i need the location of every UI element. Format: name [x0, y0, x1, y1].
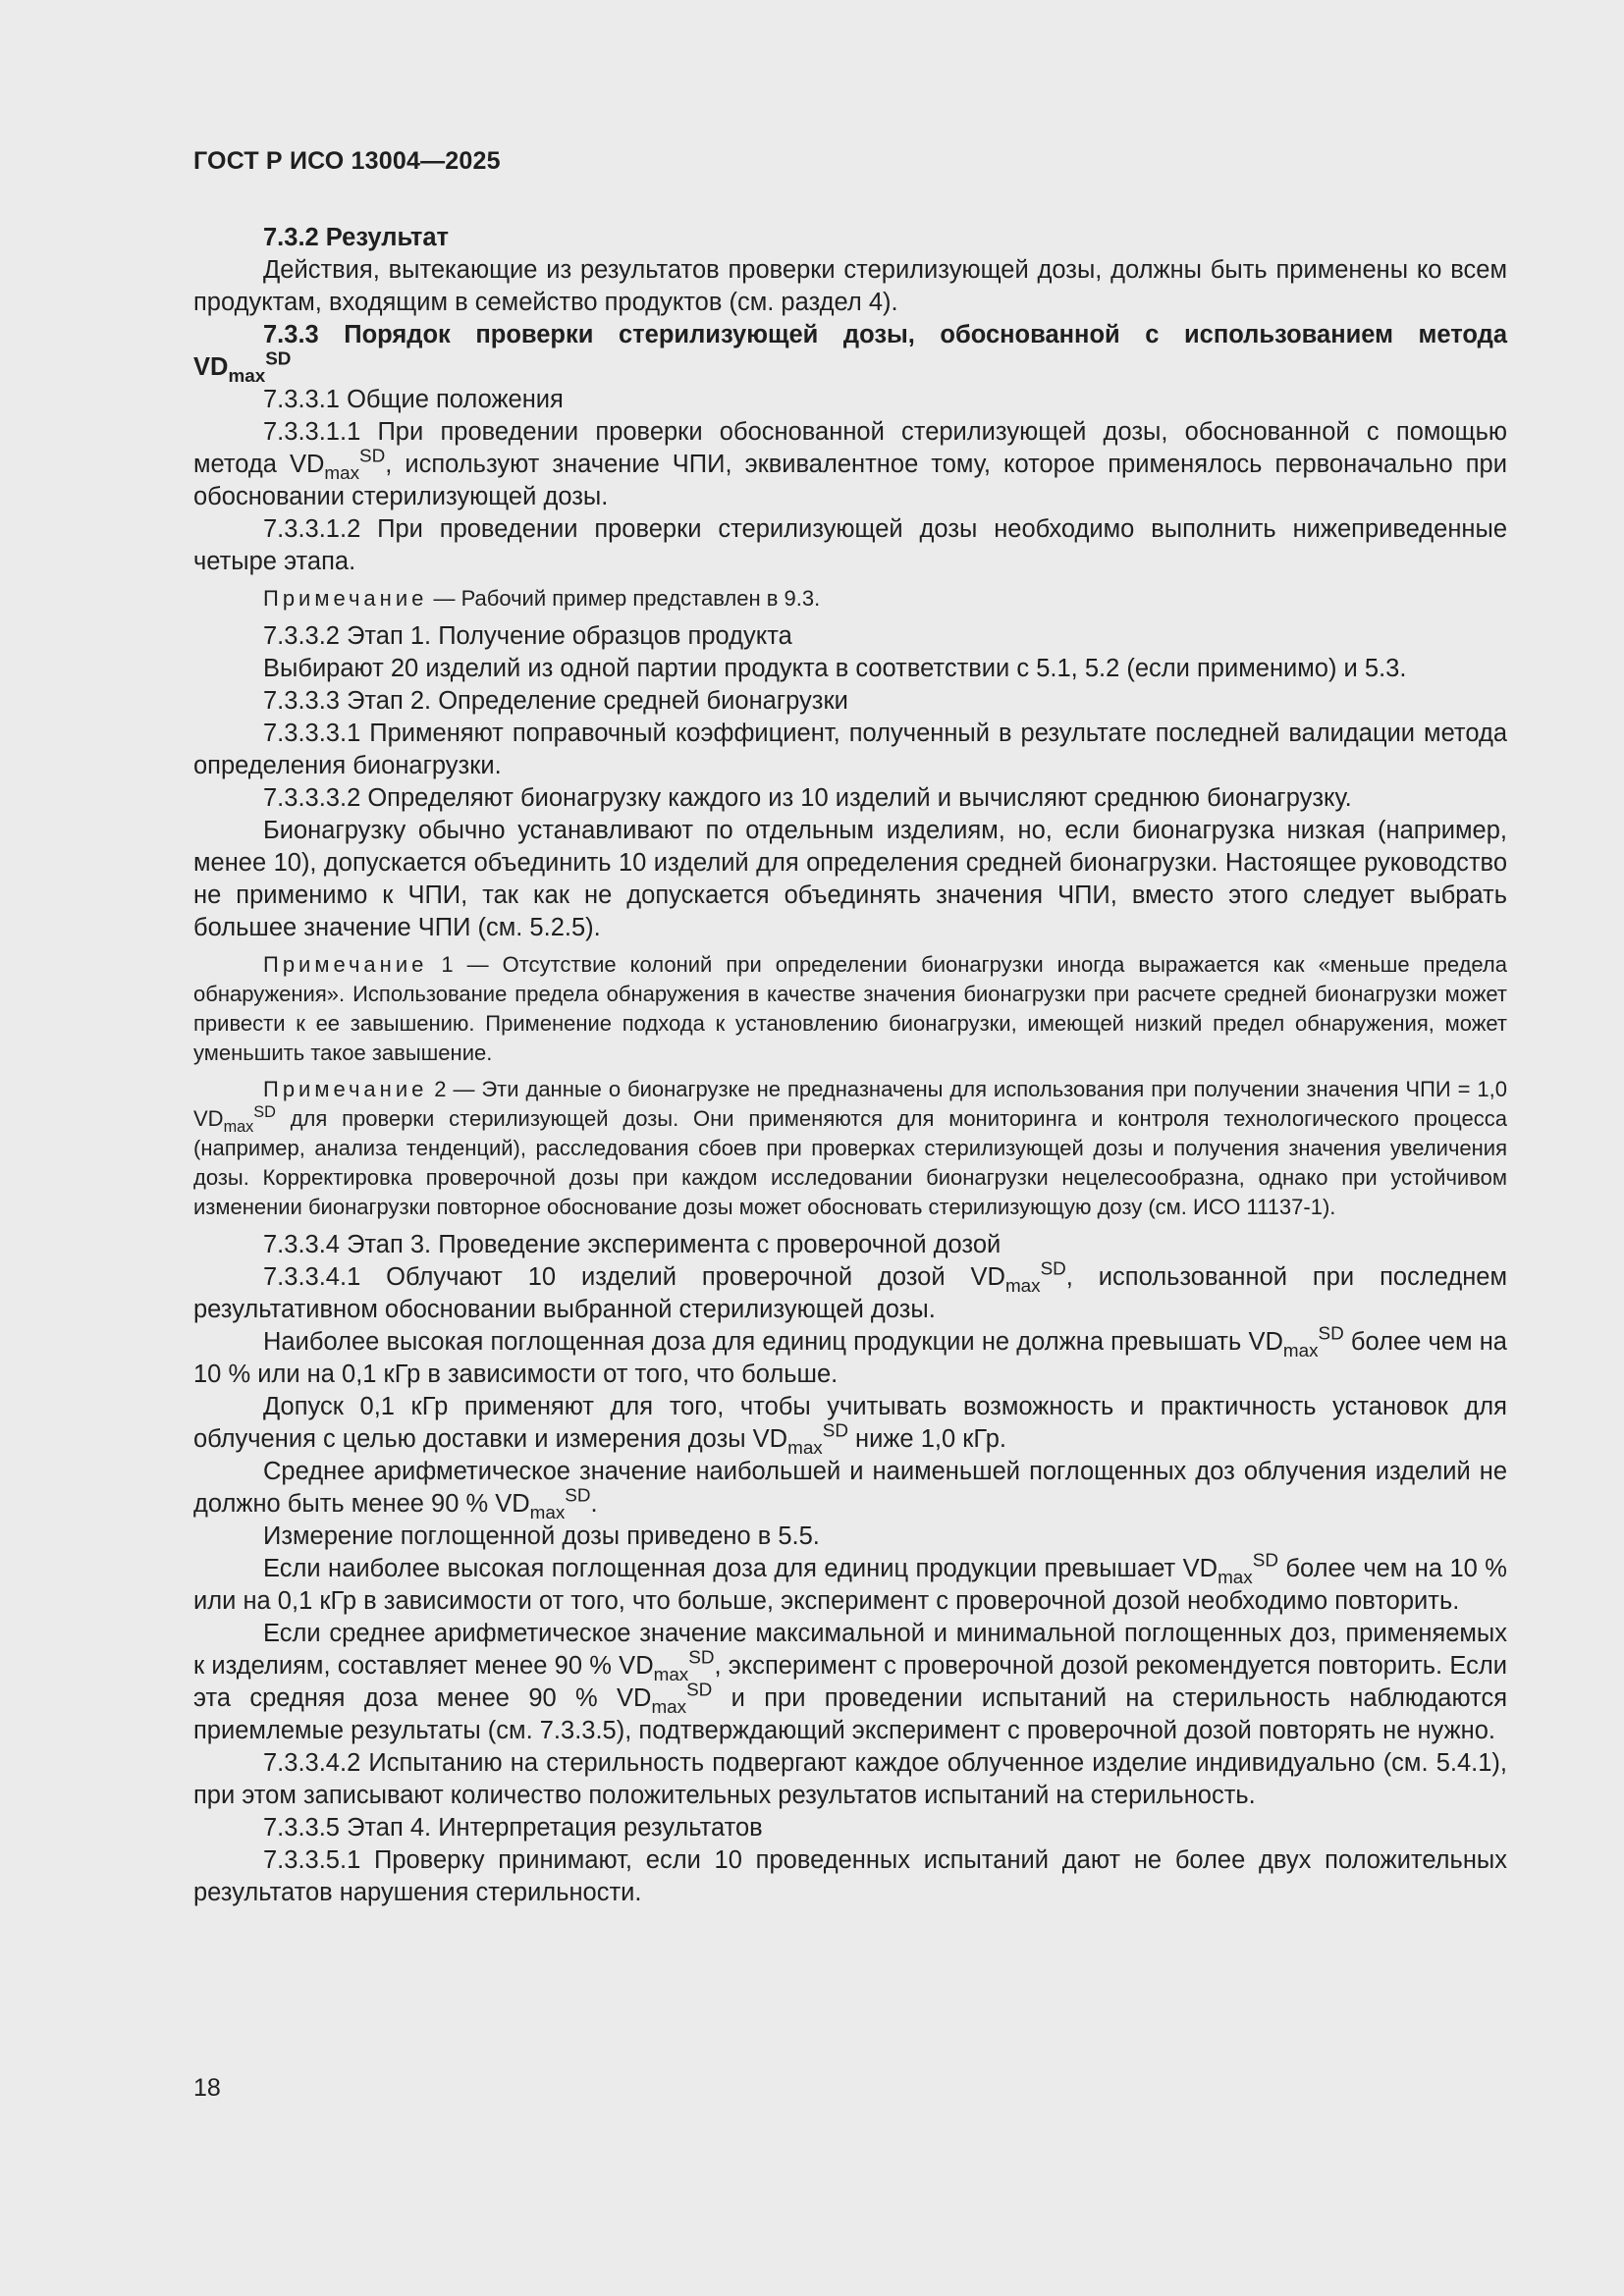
text-part: Наиболее высокая поглощенная доза для единиц продукции не должна превышать VD: [263, 1328, 1283, 1356]
subsection-heading-7-3-3-4: 7.3.3.4 Этап 3. Проведение эксперимента с проверочной дозой: [263, 1231, 1001, 1258]
symbol-sup: SD: [686, 1679, 713, 1700]
symbol-sub: max: [787, 1437, 823, 1459]
section-heading-7-3-3-symbol: [193, 347, 1507, 387]
paragraph-7-3-3-3-2: 7.3.3.3.2 Определяют бионагрузку каждого из 10 изделий и вычисляют среднюю бионагрузку.: [263, 784, 1352, 812]
symbol-sub: max: [653, 1664, 689, 1685]
symbol-sub: max: [223, 1118, 254, 1137]
document-header: ГОСТ Р ИСО 13004—2025: [193, 147, 501, 175]
paragraph-7-3-3-1-1: [193, 416, 1507, 513]
symbol-base: VD: [193, 353, 229, 381]
note-label: Примечание: [263, 952, 428, 977]
symbol-sub: max: [1282, 1340, 1319, 1362]
paragraph-7-3-3-2: Выбирают 20 изделий из одной партии продукта в соответствии с 5.1, 5.2 (если применимо) и 5.3.: [263, 655, 1407, 682]
subsection-heading-7-3-3-3: 7.3.3.3 Этап 2. Определение средней бионагрузки: [263, 687, 848, 715]
symbol-sup: SD: [822, 1419, 848, 1441]
paragraph-7-3-2: Действия, вытекающие из результатов проверки стерилизующей дозы, должны быть применены ко всем продуктам, входящим в семейство продуктов (см. раздел 4).: [193, 256, 1507, 316]
page-number: 18: [193, 2074, 221, 2102]
symbol-sup: SD: [265, 347, 292, 369]
paragraph-measurement: Измерение поглощенной дозы приведено в 5.5.: [263, 1522, 820, 1550]
subsection-heading-7-3-3-5: 7.3.3.5 Этап 4. Интерпретация результатов: [263, 1814, 763, 1842]
note-2: [193, 1075, 1507, 1222]
symbol-sub: max: [529, 1502, 566, 1523]
subsection-heading-7-3-3-2: 7.3.3.2 Этап 1. Получение образцов продукта: [263, 622, 792, 650]
paragraph-7-3-3-4-1: [193, 1257, 1507, 1326]
section-heading-7-3-3: [193, 319, 1507, 351]
text-part: более чем на 10 % или на 0,1 кГр в зависимости от того, что больше, эксперимент с проверочной дозой необходимо повторить.: [193, 1555, 1507, 1615]
symbol-sup: SD: [565, 1484, 591, 1506]
note-label: Примечание: [263, 1077, 428, 1101]
text-part: , использованной при последнем результативном обосновании выбранной стерилизующей дозы.: [193, 1263, 1507, 1323]
text-part: более чем на 10 % или на 0,1 кГр в зависимости от того, что больше.: [193, 1328, 1507, 1388]
paragraph-7-3-3-3-1: 7.3.3.3.1 Применяют поправочный коэффициент, полученный в результате последней валидации метода определения бионагрузки.: [193, 720, 1507, 779]
text-part: 7.3.3.4.1 Облучают 10 изделий проверочной дозой VD: [263, 1263, 1005, 1291]
symbol-sub: max: [228, 365, 266, 387]
symbol-sub: max: [1218, 1567, 1253, 1588]
note-text: — Рабочий пример представлен в 9.3.: [427, 586, 821, 611]
paragraph-7-3-3-4-2: 7.3.3.4.2 Испытанию на стерильность подвергают каждое облученное изделие индивидуально (см. 5.4.1), при этом записывают количество положительных результатов испытаний на стерильность.: [193, 1749, 1507, 1809]
text-part: Среднее арифметическое значение наибольшей и наименьшей поглощенных доз облучения изделий не должно быть менее 90 % VD: [193, 1458, 1507, 1518]
symbol-sub: max: [651, 1696, 687, 1718]
note-text: для проверки стерилизующей дозы. Они применяются для мониторинга и контроля технологического процесса (например, анализа тенденций), расследования сбоев при проверках стерилизующей дозы и получения значения увеличения дозы. Корректировка проверочной дозы при каждом исследовании бионагрузки нецелесообразна, однако при устойчивом изменении бионагрузки повторное обоснование дозы может обосновать стерилизующую дозу (см. ИСО 11137-1).: [193, 1106, 1507, 1219]
paragraph-bioburden: Бионагрузку обычно устанавливают по отдельным изделиям, но, если бионагрузка низкая (например, менее 10), допускается объединить 10 изделий для определения средней бионагрузки. Настоящее руководство не применимо к ЧПИ, так как не допускается объединять значения ЧПИ, вместо этого следует выбрать большее значение ЧПИ (см. 5.2.5).: [193, 817, 1507, 941]
symbol-sup: SD: [1252, 1549, 1278, 1571]
paragraph-7-3-3-1-2: 7.3.3.1.2 При проведении проверки стерилизующей дозы необходимо выполнить нижеприведенные четыре этапа.: [193, 515, 1507, 575]
text-part: ниже 1,0 кГр.: [847, 1425, 1007, 1453]
paragraph-mean-dose: [193, 1456, 1507, 1521]
symbol-sup: SD: [1318, 1322, 1344, 1344]
paragraph-average-dose: [193, 1618, 1507, 1747]
subsection-heading-7-3-3-1: 7.3.3.1 Общие положения: [263, 386, 564, 413]
text-part: .: [590, 1490, 598, 1518]
text-part: , эксперимент с проверочной дозой рекомендуется повторить. Если эта средняя доза менее 90 % VD: [193, 1652, 1507, 1712]
symbol-sub: max: [324, 462, 360, 484]
text-part: Если наиболее высокая поглощенная доза для единиц продукции превышает VD: [263, 1555, 1218, 1582]
paragraph-highest-dose: [193, 1322, 1507, 1391]
heading-text: 7.3.3 Порядок проверки стерилизующей дозы, обоснованной с использованием метода: [263, 321, 1507, 348]
symbol-sup: SD: [1040, 1257, 1066, 1279]
symbol-sup: SD: [253, 1103, 276, 1122]
section-heading-7-3-2: 7.3.2 Результат: [263, 224, 450, 251]
paragraph-7-3-3-5-1: 7.3.3.5.1 Проверку принимают, если 10 проведенных испытаний дают не более двух положительных результатов нарушения стерильности.: [193, 1846, 1507, 1906]
text-part: и при проведении испытаний на стерильность наблюдаются приемлемые результаты (см. 7.3.3.5), подтверждающий эксперимент с проверочной дозой повторять не нужно.: [193, 1684, 1507, 1744]
text-part: , используют значение ЧПИ, эквивалентное тому, которое применялось первоначально при обосновании стерилизующей дозы.: [193, 451, 1507, 510]
paragraph-exceed: [193, 1549, 1507, 1618]
text-part: 7.3.3.1.1 При проведении проверки обоснованной стерилизующей дозы, обоснованной с помощью метода VD: [193, 418, 1507, 478]
document-body: [193, 222, 1507, 1909]
symbol-sup: SD: [688, 1646, 715, 1668]
note-text: 1 — Отсутствие колоний при определении бионагрузки иногда выражается как «меньше предела обнаружения». Использование предела обнаружения в качестве значения бионагрузки при расчете средней бионагрузки может привести к ее завышению. Применение подхода к установлению бионагрузки, имеющей низкий предел обнаружения, может уменьшить такое завышение.: [193, 952, 1507, 1065]
symbol-sup: SD: [359, 445, 386, 466]
paragraph-tolerance: [193, 1391, 1507, 1459]
note-text: 2 — Эти данные о бионагрузке не предназначены для использования при получении значения ЧПИ = 1,0 VD: [193, 1077, 1507, 1131]
text-part: Если среднее арифметическое значение максимальной и минимальной поглощенных доз, применяемых к изделиям, составляет менее 90 % VD: [193, 1620, 1507, 1680]
symbol-sub: max: [1004, 1275, 1041, 1297]
note-1: [193, 950, 1507, 1068]
note-working-example: [193, 584, 1507, 614]
note-label: Примечание: [263, 586, 428, 611]
text-part: Допуск 0,1 кГр применяют для того, чтобы учитывать возможность и практичность установок для облучения с целью доставки и измерения дозы VD: [193, 1393, 1507, 1453]
